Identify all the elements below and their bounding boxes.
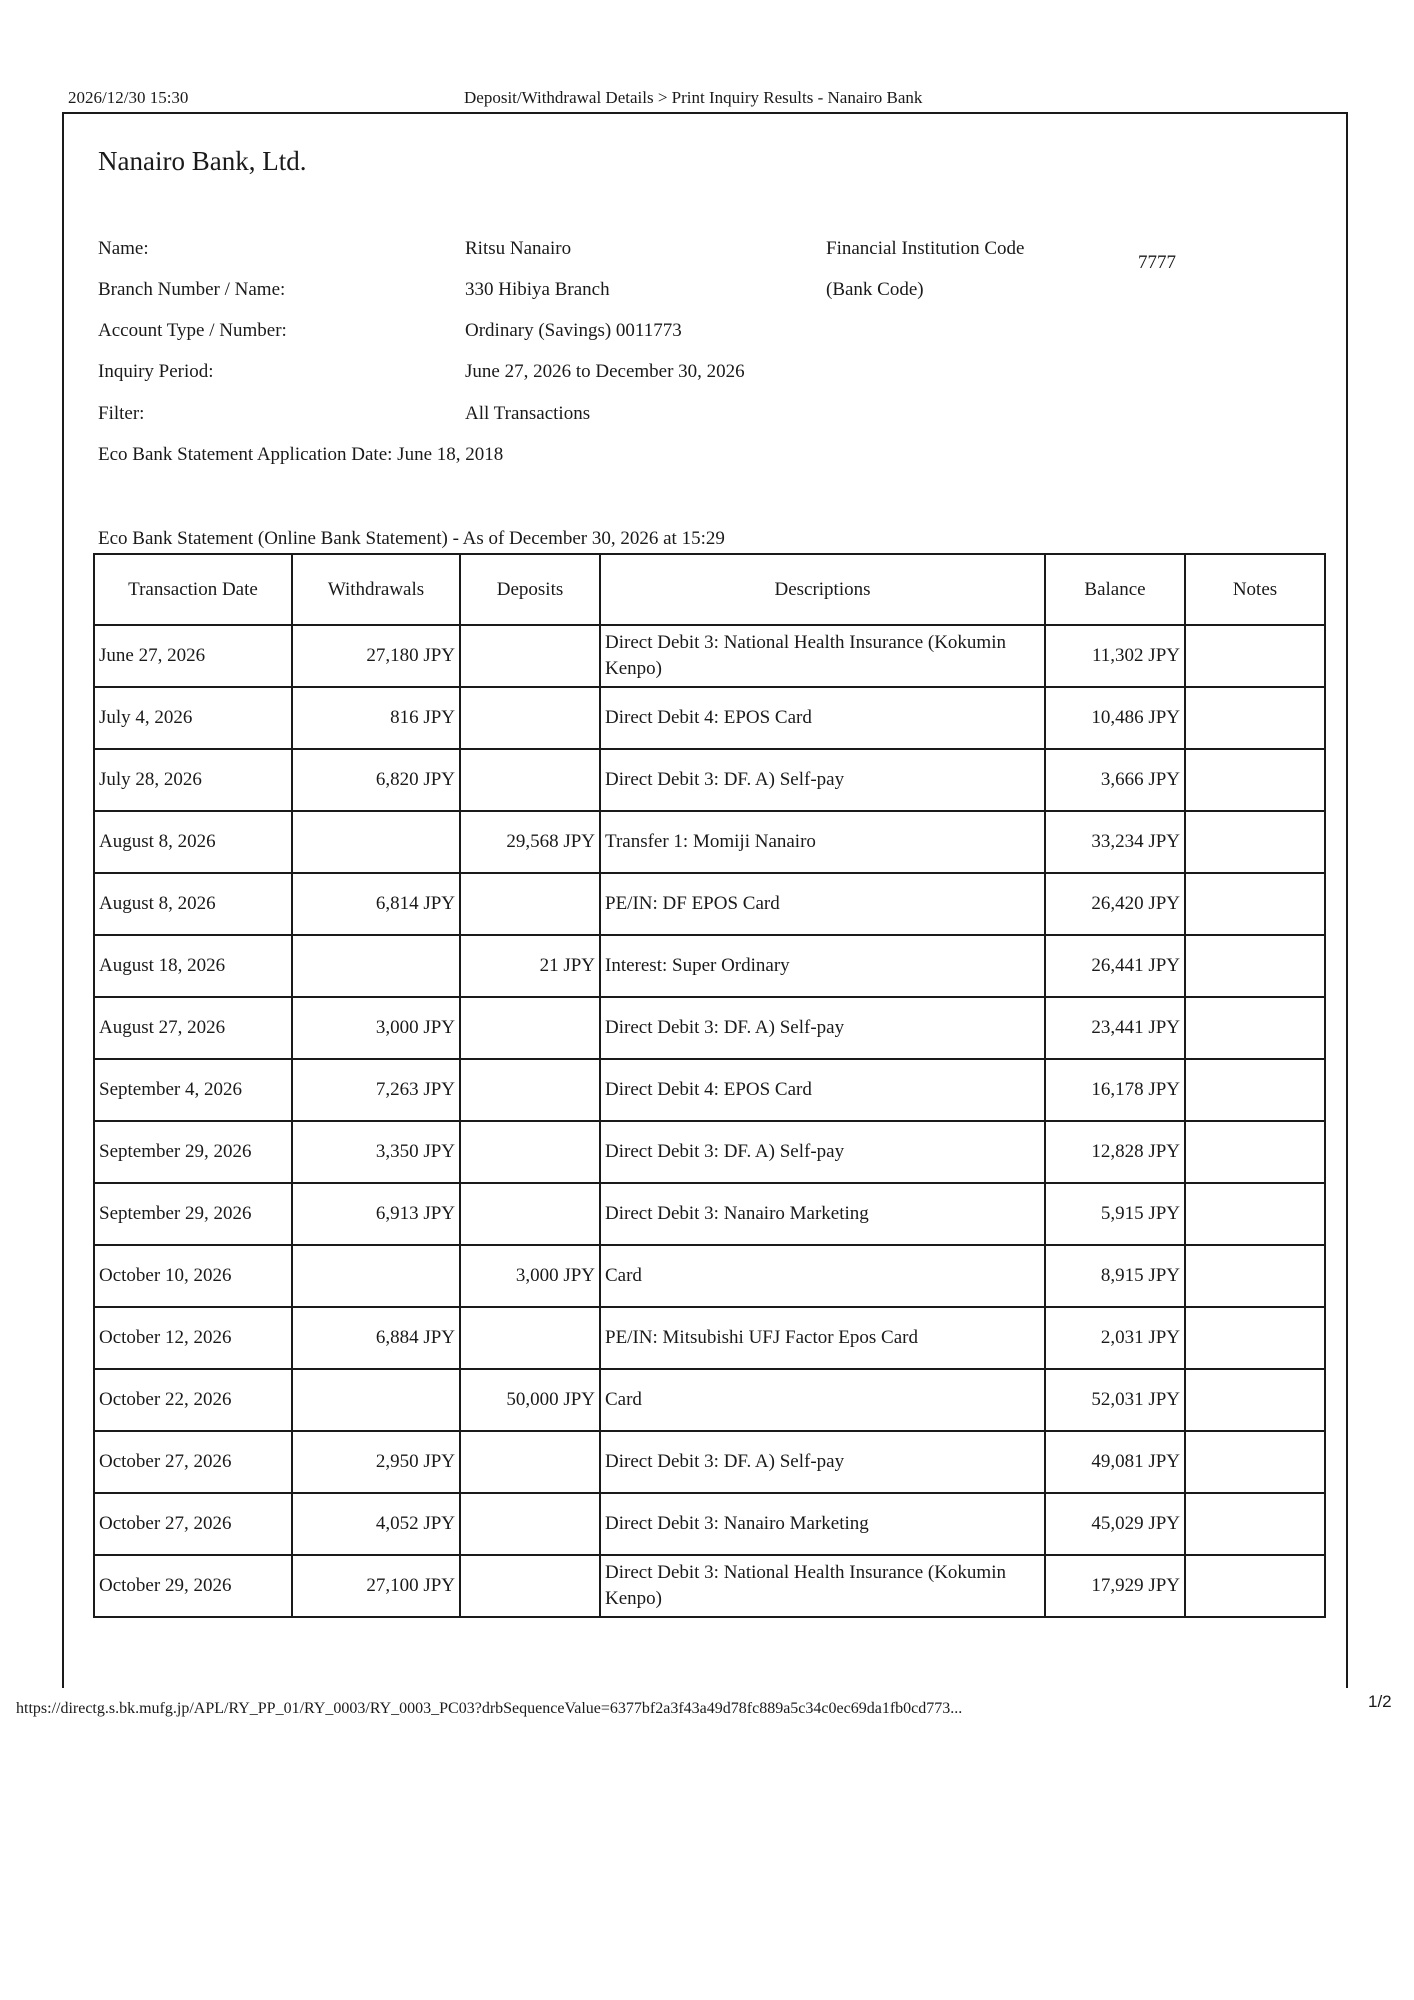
page-number: 1/2 (1368, 1692, 1392, 1711)
cell-withdrawal: 27,180 JPY (292, 625, 460, 687)
bank-name: Nanairo Bank, Ltd. (98, 146, 307, 176)
table-row (94, 1555, 1325, 1617)
cell-description: Direct Debit 4: EPOS Card (600, 687, 1045, 749)
branch-label: Branch Number / Name: (98, 279, 286, 300)
cell-notes (1185, 1059, 1325, 1121)
cell-description: Direct Debit 3: Nanairo Marketing (600, 1183, 1045, 1245)
cell-withdrawal: 3,350 JPY (292, 1121, 460, 1183)
inquiry-period-label: Inquiry Period: (98, 361, 214, 382)
cell-deposit (460, 687, 600, 749)
cell-withdrawal (292, 935, 460, 997)
cell-description: Direct Debit 3: National Health Insurance (Kokumin Kenpo) (600, 625, 1045, 687)
cell-description: Direct Debit 3: DF. A) Self-pay (600, 1121, 1045, 1183)
cell-notes (1185, 1121, 1325, 1183)
cell-date: June 27, 2026 (94, 625, 292, 687)
cell-deposit (460, 1183, 600, 1245)
cell-withdrawal (292, 1245, 460, 1307)
cell-notes (1185, 1245, 1325, 1307)
cell-description: Transfer 1: Momiji Nanairo (600, 811, 1045, 873)
cell-withdrawal: 816 JPY (292, 687, 460, 749)
table-row (94, 1493, 1325, 1555)
cell-description: Interest: Super Ordinary (600, 935, 1045, 997)
cell-notes (1185, 1307, 1325, 1369)
cell-withdrawal: 27,100 JPY (292, 1555, 460, 1617)
cell-deposit: 3,000 JPY (460, 1245, 600, 1307)
header-balance: Balance (1045, 554, 1185, 625)
cell-deposit (460, 1059, 600, 1121)
table-row (94, 1307, 1325, 1369)
table-row (94, 1369, 1325, 1431)
fi-code-label: Financial Institution Code (826, 238, 1025, 259)
cell-description: Direct Debit 3: DF. A) Self-pay (600, 997, 1045, 1059)
account-type-value: Ordinary (Savings) 0011773 (465, 320, 682, 341)
print-page-title: Deposit/Withdrawal Details > Print Inquiry Results - Nanairo Bank (464, 88, 923, 107)
cell-deposit (460, 1493, 600, 1555)
cell-deposit (460, 1121, 600, 1183)
cell-notes (1185, 1431, 1325, 1493)
cell-balance: 8,915 JPY (1045, 1245, 1185, 1307)
cell-deposit (460, 749, 600, 811)
table-row (94, 1431, 1325, 1493)
cell-balance: 3,666 JPY (1045, 749, 1185, 811)
cell-description: PE/IN: Mitsubishi UFJ Factor Epos Card (600, 1307, 1045, 1369)
cell-deposit: 50,000 JPY (460, 1369, 600, 1431)
cell-balance: 11,302 JPY (1045, 625, 1185, 687)
filter-value: All Transactions (465, 403, 591, 424)
cell-date: October 22, 2026 (94, 1369, 292, 1431)
cell-balance: 2,031 JPY (1045, 1307, 1185, 1369)
table-row (94, 997, 1325, 1059)
header-transaction-date: Transaction Date (94, 554, 292, 625)
cell-balance: 5,915 JPY (1045, 1183, 1185, 1245)
footer-url: https://directg.s.bk.mufg.jp/APL/RY_PP_01/RY_0003/RY_0003_PC03?drbSequenceValue=6377bf2a3f43a49d78fc889a5c34c0ec69da1fb0cd773... (16, 1700, 963, 1717)
cell-withdrawal: 3,000 JPY (292, 997, 460, 1059)
cell-description: Direct Debit 4: EPOS Card (600, 1059, 1045, 1121)
header-descriptions: Descriptions (600, 554, 1045, 625)
cell-balance: 26,420 JPY (1045, 873, 1185, 935)
cell-deposit (460, 1555, 600, 1617)
cell-notes (1185, 811, 1325, 873)
cell-notes (1185, 1555, 1325, 1617)
cell-date: August 8, 2026 (94, 873, 292, 935)
cell-notes (1185, 1183, 1325, 1245)
cell-deposit (460, 1307, 600, 1369)
cell-notes (1185, 687, 1325, 749)
header-notes: Notes (1185, 554, 1325, 625)
inquiry-period-value: June 27, 2026 to December 30, 2026 (465, 361, 745, 382)
cell-date: October 10, 2026 (94, 1245, 292, 1307)
table-row (94, 1183, 1325, 1245)
cell-balance: 17,929 JPY (1045, 1555, 1185, 1617)
cell-date: September 4, 2026 (94, 1059, 292, 1121)
cell-notes (1185, 1493, 1325, 1555)
branch-value: 330 Hibiya Branch (465, 279, 610, 300)
header-deposits: Deposits (460, 554, 600, 625)
table-row (94, 1245, 1325, 1307)
cell-date: August 8, 2026 (94, 811, 292, 873)
bank-code-label: (Bank Code) (826, 279, 924, 300)
table-row (94, 625, 1325, 687)
eco-application-date: Eco Bank Statement Application Date: June 18, 2018 (98, 444, 504, 465)
cell-withdrawal: 2,950 JPY (292, 1431, 460, 1493)
cell-notes (1185, 997, 1325, 1059)
cell-notes (1185, 935, 1325, 997)
cell-description: Direct Debit 3: DF. A) Self-pay (600, 749, 1045, 811)
cell-withdrawal: 7,263 JPY (292, 1059, 460, 1121)
cell-date: October 27, 2026 (94, 1493, 292, 1555)
cell-description: Direct Debit 3: DF. A) Self-pay (600, 1431, 1045, 1493)
cell-withdrawal (292, 1369, 460, 1431)
cell-withdrawal: 6,820 JPY (292, 749, 460, 811)
table-row (94, 749, 1325, 811)
cell-description: Direct Debit 3: National Health Insurance (Kokumin Kenpo) (600, 1555, 1045, 1617)
cell-balance: 12,828 JPY (1045, 1121, 1185, 1183)
cell-deposit: 21 JPY (460, 935, 600, 997)
name-value: Ritsu Nanairo (465, 238, 572, 259)
cell-balance: 10,486 JPY (1045, 687, 1185, 749)
cell-date: October 29, 2026 (94, 1555, 292, 1617)
cell-withdrawal (292, 811, 460, 873)
table-row (94, 1059, 1325, 1121)
cell-deposit: 29,568 JPY (460, 811, 600, 873)
cell-balance: 33,234 JPY (1045, 811, 1185, 873)
table-row (94, 1121, 1325, 1183)
table-row (94, 811, 1325, 873)
name-label: Name: (98, 238, 149, 259)
table-row (94, 935, 1325, 997)
fi-code-value: 7777 (1138, 252, 1176, 273)
table-row (94, 873, 1325, 935)
cell-withdrawal: 6,884 JPY (292, 1307, 460, 1369)
cell-description: Card (600, 1369, 1045, 1431)
cell-notes (1185, 749, 1325, 811)
cell-date: September 29, 2026 (94, 1121, 292, 1183)
cell-deposit (460, 1431, 600, 1493)
cell-deposit (460, 873, 600, 935)
cell-description: Card (600, 1245, 1045, 1307)
print-datetime: 2026/12/30 15:30 (68, 88, 189, 107)
cell-date: September 29, 2026 (94, 1183, 292, 1245)
cell-description: Direct Debit 3: Nanairo Marketing (600, 1493, 1045, 1555)
transactions-table (93, 553, 1326, 1618)
cell-balance: 23,441 JPY (1045, 997, 1185, 1059)
cell-date: July 4, 2026 (94, 687, 292, 749)
cell-notes (1185, 873, 1325, 935)
cell-balance: 16,178 JPY (1045, 1059, 1185, 1121)
cell-description: PE/IN: DF EPOS Card (600, 873, 1045, 935)
cell-withdrawal: 6,913 JPY (292, 1183, 460, 1245)
cell-date: August 27, 2026 (94, 997, 292, 1059)
header-withdrawals: Withdrawals (292, 554, 460, 625)
cell-balance: 52,031 JPY (1045, 1369, 1185, 1431)
cell-deposit (460, 997, 600, 1059)
cell-date: August 18, 2026 (94, 935, 292, 997)
cell-date: October 12, 2026 (94, 1307, 292, 1369)
cell-balance: 26,441 JPY (1045, 935, 1185, 997)
cell-date: July 28, 2026 (94, 749, 292, 811)
cell-date: October 27, 2026 (94, 1431, 292, 1493)
filter-label: Filter: (98, 403, 145, 424)
cell-withdrawal: 6,814 JPY (292, 873, 460, 935)
cell-withdrawal: 4,052 JPY (292, 1493, 460, 1555)
table-header-row (94, 554, 1325, 625)
cell-balance: 49,081 JPY (1045, 1431, 1185, 1493)
table-row (94, 687, 1325, 749)
cell-notes (1185, 625, 1325, 687)
account-type-label: Account Type / Number: (98, 320, 287, 341)
cell-deposit (460, 625, 600, 687)
statement-caption: Eco Bank Statement (Online Bank Statement) - As of December 30, 2026 at 15:29 (98, 528, 725, 549)
cell-balance: 45,029 JPY (1045, 1493, 1185, 1555)
cell-notes (1185, 1369, 1325, 1431)
